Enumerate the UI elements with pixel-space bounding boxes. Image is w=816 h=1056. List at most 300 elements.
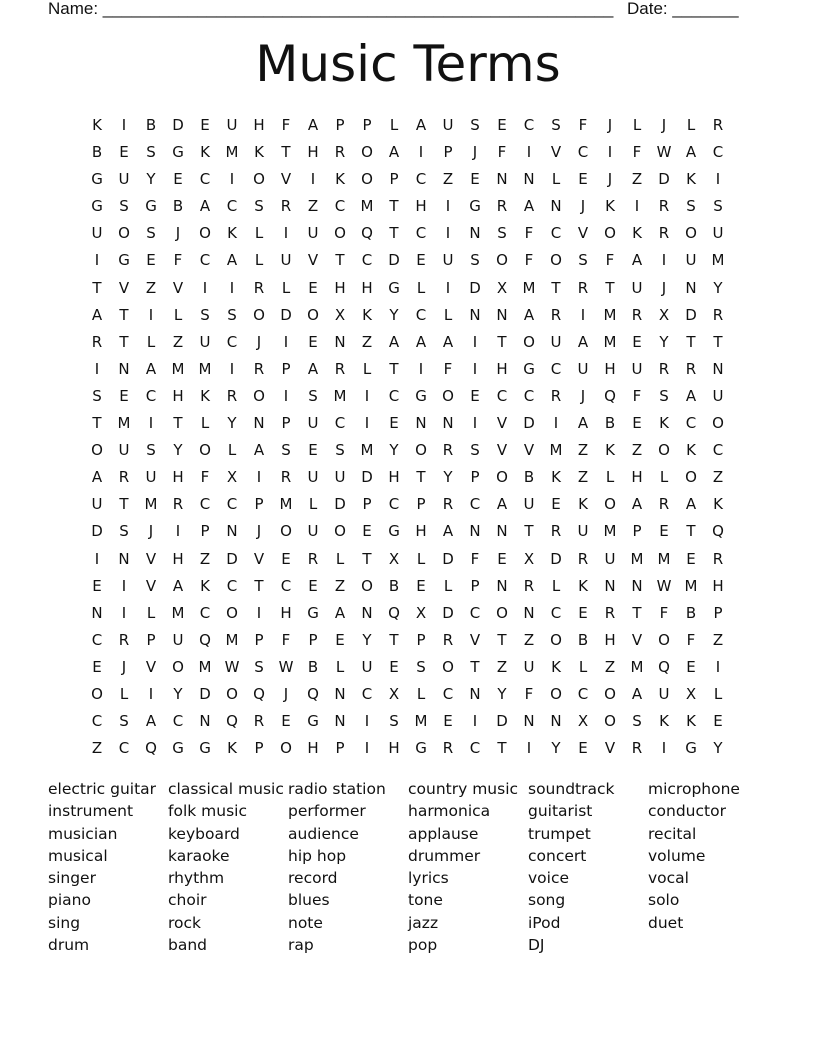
grid-letter: Q [199,630,211,649]
grid-letter: E [335,630,345,649]
grid-letter: M [630,657,644,676]
grid-letter: D [442,603,454,622]
grid-letter: A [631,495,643,514]
grid-letter: J [580,386,586,405]
grid-letter: M [198,657,212,676]
word-list-item: drum [48,936,90,955]
grid-letter: O [334,224,346,243]
grid-row [84,193,744,220]
letter-grid [84,112,744,762]
grid-letter: D [442,549,454,568]
grid-letter: Z [523,630,535,649]
grid-letter: J [256,332,262,351]
grid-letter: H [172,549,184,568]
word-list-item: piano [48,891,91,910]
grid-letter: U [550,332,562,351]
grid-letter: P [254,739,264,758]
grid-letter: R [280,468,292,487]
grid-letter: O [253,305,265,324]
grid-letter: A [442,332,454,351]
word-list-item: singer [48,869,96,888]
grid-letter: Z [442,170,454,189]
grid-letter: E [119,143,129,162]
grid-letter: R [658,495,670,514]
grid-letter: E [200,116,210,134]
grid-letter: Y [389,441,399,460]
grid-letter: A [145,359,157,378]
grid-letter: H [388,739,400,758]
grid-letter: D [226,549,238,568]
grid-letter: G [199,739,211,758]
grid-letter: K [632,224,642,243]
grid-letter: V [280,170,292,189]
grid-letter: I [472,332,478,351]
grid-letter: A [523,197,535,216]
grid-letter: I [715,170,721,189]
grid-letter: O [496,251,508,270]
grid-letter: D [280,305,292,324]
grid-letter: X [577,712,589,731]
grid-letter: N [496,576,508,595]
grid-letter: M [225,630,239,649]
grid-letter: G [172,739,184,758]
grid-letter: F [524,684,534,703]
grid-letter: L [254,251,264,270]
word-list-item: iPod [528,913,561,932]
grid-letter: J [661,116,667,134]
grid-letter: E [416,576,426,595]
grid-row [84,356,744,383]
grid-letter: U [712,386,724,405]
grid-letter: F [524,251,534,270]
grid-row [84,681,744,708]
grid-letter: E [632,414,642,433]
grid-letter: J [148,522,154,541]
grid-letter: R [658,197,670,216]
word-list-item: karaoke [168,846,230,865]
grid-letter: B [91,143,103,162]
grid-letter: R [712,305,724,324]
grid-letter: R [685,359,697,378]
grid-letter: T [389,197,399,216]
word-list-item: soundtrack [528,780,615,798]
grid-letter: C [469,739,481,758]
grid-letter: I [364,739,370,758]
grid-letter: U [658,684,670,703]
grid-letter: C [334,197,346,216]
grid-letter: U [226,116,238,134]
grid-row [84,464,744,491]
grid-letter: C [280,576,292,595]
grid-letter: F [686,630,696,649]
grid-letter: E [281,712,291,731]
grid-letter: A [307,116,319,134]
grid-letter: O [91,441,103,460]
grid-letter: I [553,414,559,433]
grid-letter: A [145,712,157,731]
grid-letter: C [496,386,508,405]
grid-letter: V [523,441,535,460]
grid-letter: T [281,143,291,162]
grid-letter: A [388,332,400,351]
grid-letter: O [685,224,697,243]
grid-letter: V [145,549,157,568]
grid-letter: O [280,522,292,541]
grid-letter: F [497,143,507,162]
grid-letter: K [713,495,723,514]
grid-letter: M [549,441,563,460]
grid-letter: N [631,576,643,595]
grid-letter: A [442,522,454,541]
grid-letter: N [253,414,265,433]
grid-letter: R [550,522,562,541]
word-list-item: electric guitar [48,780,157,798]
grid-letter: O [550,684,562,703]
grid-row [84,383,744,410]
word-list-item: rap [288,936,314,955]
grid-letter: M [144,495,158,514]
grid-letter: S [578,251,588,270]
grid-letter: I [148,684,154,703]
grid-letter: P [443,143,453,162]
grid-letter: I [229,278,235,297]
grid-letter: X [685,684,697,703]
grid-letter: O [361,576,373,595]
grid-letter: S [119,712,129,731]
grid-letter: L [416,549,426,568]
grid-letter: C [226,576,238,595]
grid-letter: C [361,684,373,703]
grid-letter: A [685,386,697,405]
word-list-item: musical [48,846,108,865]
grid-letter: C [523,116,535,134]
grid-letter: P [632,522,642,541]
grid-letter: O [658,441,670,460]
grid-letter: E [470,170,480,189]
grid-letter: P [308,630,318,649]
grid-letter: O [442,657,454,676]
word-list-item: solo [648,891,680,910]
grid-letter: N [550,712,562,731]
grid-letter: B [577,630,589,649]
grid-letter: N [604,576,616,595]
grid-letter: O [604,712,616,731]
grid-letter: Y [443,468,453,487]
grid-letter: D [685,305,697,324]
word-list-item: performer [288,802,366,821]
grid-letter: O [361,143,373,162]
grid-letter: N [469,522,481,541]
grid-letter: R [442,630,454,649]
grid-letter: M [360,197,374,216]
grid-letter: E [443,712,453,731]
grid-letter: Z [172,332,184,351]
grid-letter: P [389,170,399,189]
word-list-item: note [288,913,323,932]
grid-letter: S [92,386,102,405]
grid-letter: N [469,305,481,324]
grid-row [84,600,744,627]
grid-letter: E [308,576,318,595]
grid-letter: T [686,332,696,351]
grid-letter: C [523,386,535,405]
grid-letter: L [389,116,399,134]
word-list-item: concert [528,846,587,865]
grid-row [84,518,744,545]
grid-letter: S [632,712,642,731]
word-list-item: microphone [648,780,740,798]
grid-letter: W [224,657,240,676]
grid-letter: Z [496,657,508,676]
grid-letter: M [603,332,617,351]
grid-letter: P [281,359,291,378]
grid-letter: T [173,414,183,433]
word-list-item: tone [408,891,443,910]
grid-letter: N [199,712,211,731]
grid-letter: O [334,522,346,541]
grid-letter: Z [145,278,157,297]
grid-letter: D [172,116,184,134]
grid-letter: O [712,414,724,433]
grid-letter: F [578,116,588,134]
grid-letter: T [335,251,345,270]
grid-letter: C [226,332,238,351]
word-list-item: pop [408,936,438,955]
grid-letter: I [418,143,424,162]
grid-letter: R [253,712,265,731]
grid-letter: S [146,224,156,243]
grid-letter: I [526,739,532,758]
grid-letter: S [470,251,480,270]
grid-row [84,573,744,600]
grid-letter: H [604,630,616,649]
grid-letter: W [656,576,672,595]
grid-letter: Z [604,657,616,676]
grid-letter: A [415,116,427,134]
grid-letter: O [415,441,427,460]
grid-letter: W [656,143,672,162]
grid-letter: V [496,414,508,433]
grid-letter: E [416,251,426,270]
grid-letter: N [226,522,238,541]
word-list-item: sing [48,913,81,932]
grid-letter: L [281,278,291,297]
grid-letter: M [711,251,725,270]
grid-letter: T [470,657,480,676]
grid-letter: Z [199,549,211,568]
grid-letter: F [524,224,534,243]
word-list-item: musician [48,824,118,843]
grid-letter: P [335,116,345,134]
grid-letter: U [523,657,535,676]
grid-letter: F [659,603,669,622]
grid-letter: Y [497,684,507,703]
grid-letter: A [307,359,319,378]
date-field-label: Date: _______ [627,0,739,18]
word-list-item: guitarist [528,802,593,821]
grid-letter: K [686,441,696,460]
grid-letter: S [551,116,561,134]
grid-letter: L [578,657,588,676]
grid-letter: U [307,468,319,487]
grid-letter: H [253,116,265,134]
grid-letter: J [256,522,262,541]
grid-letter: E [308,278,318,297]
grid-letter: G [118,251,130,270]
grid-letter: I [661,251,667,270]
grid-letter: G [388,278,400,297]
grid-letter: U [199,332,211,351]
grid-letter: C [712,441,724,460]
grid-letter: D [523,414,535,433]
grid-letter: X [388,549,400,568]
grid-letter: C [469,495,481,514]
grid-letter: I [94,359,100,378]
grid-letter: M [117,414,131,433]
grid-letter: E [497,549,507,568]
grid-letter: I [283,386,289,405]
grid-letter: P [470,576,480,595]
grid-letter: P [200,522,210,541]
grid-letter: O [118,224,130,243]
grid-letter: I [121,603,127,622]
grid-letter: T [119,332,129,351]
grid-letter: U [523,495,535,514]
grid-letter: C [199,603,211,622]
grid-letter: N [118,549,130,568]
grid-letter: L [335,549,345,568]
grid-letter: I [94,251,100,270]
grid-letter: U [712,224,724,243]
grid-letter: O [523,332,535,351]
grid-letter: M [360,441,374,460]
grid-letter: N [523,170,535,189]
grid-letter: O [604,224,616,243]
grid-letter: C [712,143,724,162]
grid-letter: Z [307,197,319,216]
grid-row [84,410,744,437]
grid-letter: A [685,495,697,514]
grid-letter: Q [361,224,373,243]
grid-letter: I [256,603,262,622]
grid-letter: M [684,576,698,595]
grid-letter: C [415,224,427,243]
grid-letter: V [145,576,157,595]
grid-letter: A [253,441,265,460]
grid-letter: G [388,522,400,541]
grid-letter: U [442,116,454,134]
grid-letter: E [389,657,399,676]
grid-letter: R [631,305,643,324]
grid-letter: C [91,630,103,649]
grid-letter: G [523,359,535,378]
grid-letter: Z [577,441,589,460]
grid-letter: D [91,522,103,541]
word-list-item: keyboard [168,824,240,843]
grid-letter: L [146,603,156,622]
grid-letter: I [364,414,370,433]
grid-letter: Q [604,386,616,405]
word-list-item: folk music [168,802,247,821]
grid-letter: N [361,603,373,622]
grid-letter: R [658,224,670,243]
word-list-item: radio station [288,780,386,798]
grid-letter: G [307,603,319,622]
grid-letter: U [91,224,103,243]
grid-letter: T [551,278,561,297]
name-field-label: Name: ______________________________________________________ [48,0,614,18]
grid-letter: I [715,657,721,676]
grid-letter: K [254,143,264,162]
grid-letter: H [361,278,373,297]
page-title: Music Terms [255,35,561,93]
grid-letter: C [199,170,211,189]
grid-letter: T [389,224,399,243]
grid-letter: X [523,549,535,568]
grid-letter: N [118,359,130,378]
grid-letter: K [335,170,345,189]
grid-letter: H [172,386,184,405]
grid-letter: R [550,305,562,324]
grid-letter: Y [551,739,561,758]
grid-row [84,654,744,681]
grid-letter: H [388,468,400,487]
grid-letter: I [445,278,451,297]
grid-letter: C [361,251,373,270]
grid-letter: A [199,197,211,216]
grid-letter: O [550,630,562,649]
grid-letter: U [307,224,319,243]
grid-letter: T [497,630,507,649]
grid-letter: O [685,468,697,487]
grid-letter: X [226,468,238,487]
grid-letter: R [712,549,724,568]
grid-letter: Z [712,468,724,487]
grid-letter: F [632,386,642,405]
grid-letter: H [280,603,292,622]
grid-letter: S [335,441,345,460]
grid-letter: E [470,386,480,405]
grid-letter: N [523,712,535,731]
grid-letter: T [524,522,534,541]
grid-letter: I [94,549,100,568]
grid-letter: E [92,657,102,676]
grid-letter: N [469,224,481,243]
grid-letter: M [171,603,185,622]
grid-letter: I [256,468,262,487]
grid-letter: J [175,224,181,243]
grid-letter: K [227,224,237,243]
grid-letter: S [416,657,426,676]
grid-letter: U [334,468,346,487]
grid-letter: T [632,603,642,622]
grid-letter: A [172,576,184,595]
word-list-item: DJ [528,936,545,955]
grid-letter: K [686,170,696,189]
grid-letter: G [91,197,103,216]
grid-letter: P [362,116,372,134]
grid-letter: O [253,386,265,405]
grid-letter: R [118,468,130,487]
grid-letter: J [121,657,127,676]
grid-letter: I [148,305,154,324]
grid-letter: V [307,251,319,270]
grid-letter: R [442,739,454,758]
grid-letter: U [361,657,373,676]
grid-letter: U [307,522,319,541]
grid-letter: V [550,143,562,162]
grid-letter: M [414,712,428,731]
